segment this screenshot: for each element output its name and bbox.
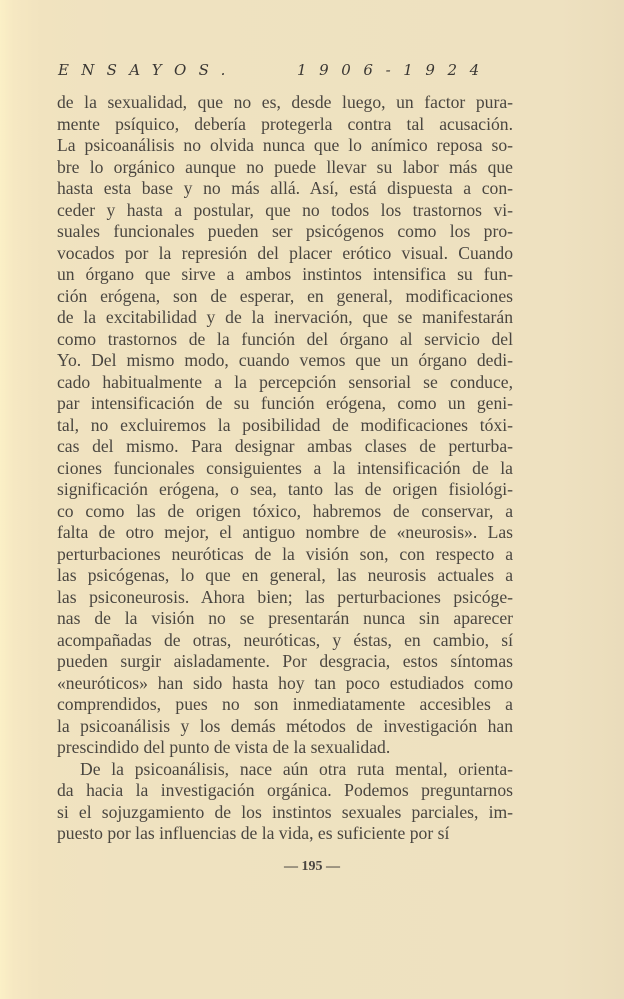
running-head [58,61,528,85]
text-line: significación erógena, o sea, tanto las de origen fisiológi- [57,479,513,499]
text-line: La psicoanálisis no olvida nunca que lo anímico reposa so- [57,135,513,155]
text-line: da hacia la investigación orgánica. Podemos preguntarnos [57,780,513,800]
text-line: De la psicoanálisis, nace aún otra ruta mental, orienta- [80,758,513,779]
text-line: «neuróticos» han sido hasta hoy tan poco estudiados como [57,672,513,693]
text-line: si el sojuzgamiento de los instintos sexuales parciales, im- [57,801,513,822]
text-line: hasta esta base y no más allá. Así, está dispuesta a con- [57,178,513,198]
text-line: las psiconeurosis. Ahora bien; las perturbaciones psicóge- [57,586,513,607]
text-line: co como las de origen tóxico, habremos de conservar, a [57,500,513,521]
text-line: de la excitabilidad y de la inervación, que se manifestarán [57,307,513,327]
text-line: un órgano que sirve a ambos instintos intensifica su fun- [57,264,513,284]
running-head-years: 1906-1924 [297,61,492,79]
text-line: tal, no excluiremos la posibilidad de modificaciones tóxi- [57,414,513,435]
text-line: prescindido del punto de vista de la sexualidad. [57,737,391,757]
text-line: acompañadas de otras, neuróticas, y éstas, en cambio, sí [57,629,513,650]
text-line: de la sexualidad, que no es, desde luego, un factor pura- [57,92,513,112]
text-line: bre lo orgánico aunque no puede llevar su labor más que [57,156,513,177]
text-line: Yo. Del mismo modo, cuando vemos que un órgano dedi- [57,350,513,370]
text-line: nas de la visión no se presentarán nunca sin aparecer [57,608,513,628]
running-head-title: ENSAYOS. [58,61,238,79]
text-line: cas del mismo. Para designar ambas clases de perturba- [57,436,513,456]
text-line: cado habitualmente a la percepción sensorial se conduce, [57,371,513,392]
text-line: puesto por las influencias de la vida, es suficiente por sí [57,823,450,843]
text-line: ceder y hasta a postular, que no todos los trastornos vi- [57,199,513,220]
text-line: pueden surgir aisladamente. Por desgracia, estos síntomas [57,651,513,671]
text-line: la psicoanálisis y los demás métodos de investigación han [57,715,513,736]
text-line: ción erógena, son de esperar, en general, modificaciones [57,285,513,306]
text-line: par intensificación de su función erógena, como un geni- [57,393,513,413]
page-number: — 195 — [284,859,340,874]
text-line: perturbaciones neuróticas de la visión son, con respecto a [57,543,513,564]
text-line: vocados por la represión del placer erótico visual. Cuando [57,242,513,263]
text-line: ciones funcionales consiguientes a la intensificación de la [57,457,513,478]
text-line: suales funcionales pueden ser psicógenos como los pro- [57,221,513,241]
text-line: falta de otro mejor, el antiguo nombre de «neurosis». Las [57,522,513,542]
text-line: mente psíquico, debería protegerla contra tal acusación. [57,113,513,134]
text-line: comprendidos, pues no son inmediatamente accesibles a [57,694,513,714]
text-line: como trastornos de la función del órgano al servicio del [57,328,513,349]
text-line: las psicógenas, lo que en general, las neurosis actuales a [57,565,513,585]
body-text [57,92,513,845]
